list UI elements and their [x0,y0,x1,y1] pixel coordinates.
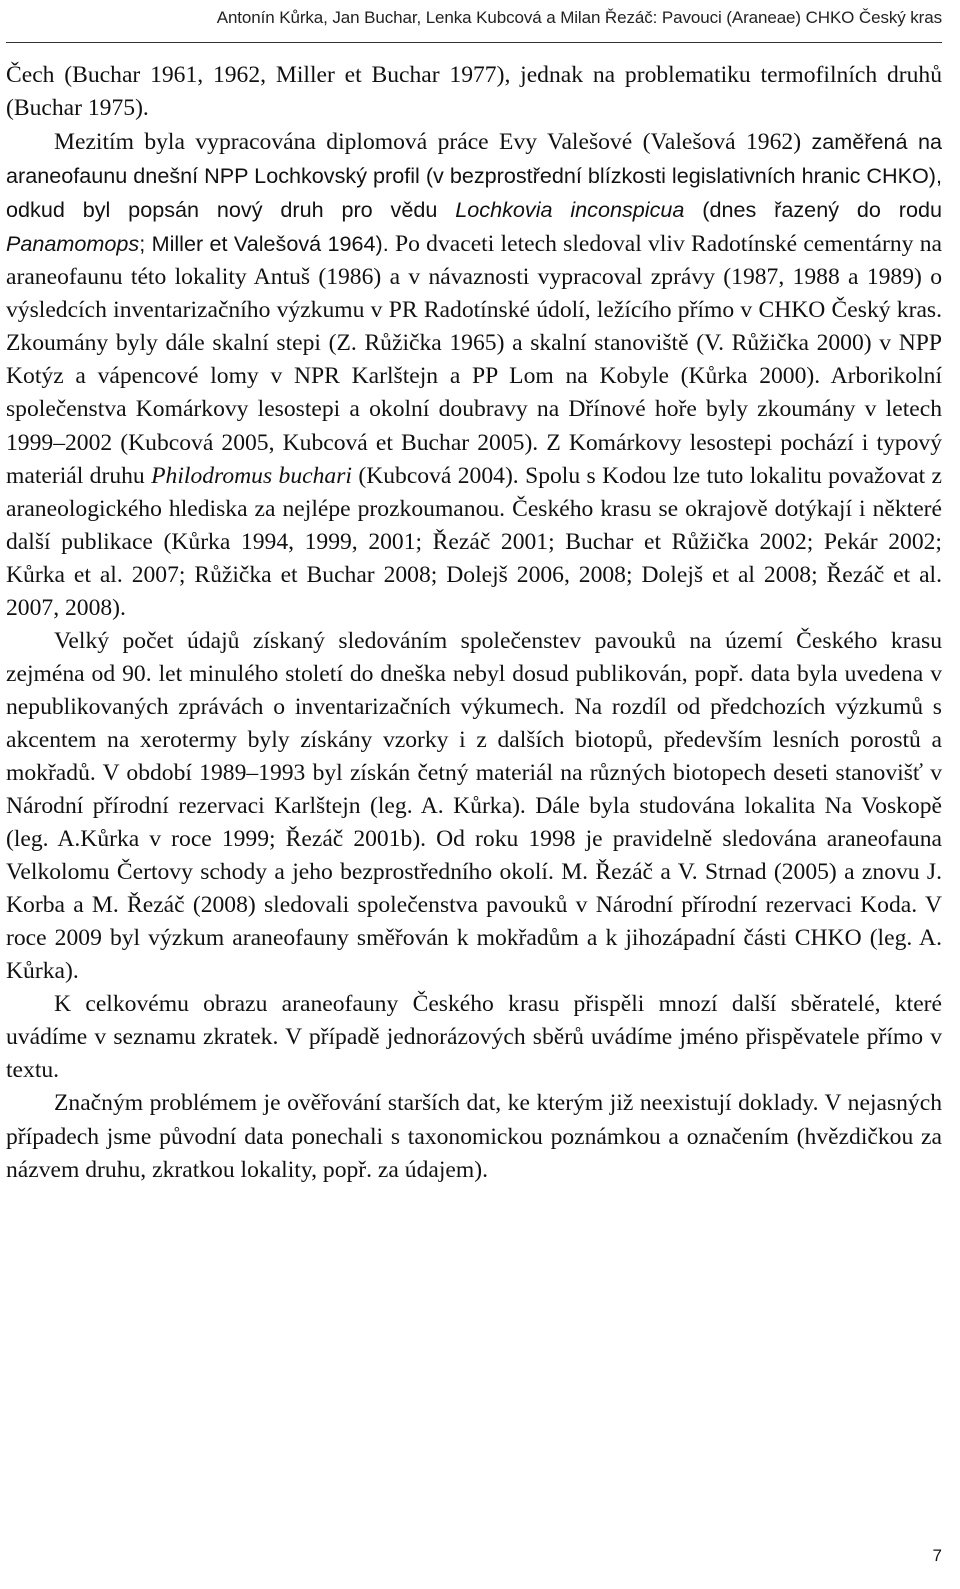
paragraph-2-text-c: (dnes řazený do rodu [684,197,942,223]
species-name-lochkovia: Lochkovia inconspicua [455,197,685,223]
paragraph-4 [6,988,942,1087]
paragraph-2-text-f: (Kubcová 2004). Spolu s Kodou lze tuto lokalitu považovat z araneologického hlediska za nejlépe prozkoumanou. Českého krasu se okrajově dotýkají i některé další publikace (Kůrka 1994, 1999, 2001; Řezáč 2001; Buchar et Růžička 2002; Pekár 2002; Kůrka et al. 2007; Růžička et Buchar 2008; Dolejš 2006, 2008; Dolejš et al 2008; Řezáč et al. 2007, 2008). [6,462,943,621]
paragraph-1-text: Čech (Buchar 1961, 1962, Miller et Buchar 1977), jednak na problematiku termofilních druhů (Buchar 1975). [6,62,942,122]
header-divider [6,42,942,43]
paragraph-2-text-a: Mezitím byla vypracována diplomová práce Evy Valešové (Valešová 1962) [54,129,812,156]
paragraph-3-text: Velký počet údajů získaný sledováním společenstev pavouků na území Českého krasu zejména od 90. let minulého století do dneška nebyl dosud publikován, popř. data byla uvedena v nepublikovaných zprávách o inventarizačních výkumech. Na rozdíl od předchozích výzkumů s akcentem na xerotermy byly získány vzorky i z dalších biotopů, především lesních porostů a mokřadů. V období 1989–1993 byl získán četný materiál na různých biotopech deseti stanovišť v Národní přírodní rezervaci Karlštejn (leg. A. Kůrka). Dále byla studována lokalita Na Voskopě (leg. A.Kůrka v roce 1999; Řezáč 2001b). Od roku 1998 je pravidelně sledována araneofauna Velkolomu Čertovy schody a jeho bezprostředního okolí. M. Řezáč a V. Strnad (2005) a znovu J. Korba a M. Řezáč (2008) sledovali společenstva pavouků v Národní přírodní rezervaci Koda. V roce 2009 byl výzkum araneofauny směřován k mokřadům a k jihozápadní části CHKO (leg. A. Kůrka). [6,627,942,985]
paragraph-2 [6,125,942,625]
page-number: 7 [932,1546,942,1565]
paragraph-5-text: Značným problémem je ověřování starších dat, ke kterým již neexistují doklady. V nejasných případech jsme původní data ponechali s taxonomickou poznámkou a označením (hvězdičkou za názvem druhu, zkratkou lokality, popř. za údajem). [6,1090,942,1183]
paragraph-2-text-b: zaměřená na araneofaunu dnešní NPP Lochkovský profil (v bezprostřední blízkosti legislativních hranic CHKO), odkud byl popsán nový druh pro vědu [6,129,942,223]
genus-name-panamomops: Panamomops [6,231,140,257]
paragraph-3 [6,625,942,989]
body-text [6,59,942,1187]
paragraph-4-text: K celkovému obrazu araneofauny Českého krasu přispěli mnozí další sběratelé, které uvádíme v seznamu zkratek. V případě jednorázových sběrů uvádíme jméno přispěvatele přímo v textu. [6,991,942,1084]
species-name-philodromus: Philodromus buchari [151,462,352,489]
paragraph-2-text-e: Po dvaceti letech sledoval vliv Radotínské cementárny na araneofaunu této lokality Antuš (1986) a v návaznosti vypracoval zprávy (1987, 1988 a 1989) o výsledcích inventarizačního výzkumu v PR Radotínské údolí, ležícího přímo v CHKO Český kras. Zkoumány byly dále skalní stepi (Z. Růžička 1965) a skalní stanoviště (V. Růžička 2000) v NPP Kotýz a vápencové lomy v NPR Karlštejn a PP Lom na Kobyle (Kůrka 2000). Arborikolní společenstva Komárkovy lesostepi a okolní doubravy na Dřínové hoře byly zkoumány v letech 1999–2002 (Kubcová 2005, Kubcová et Buchar 2005). Z Komárkovy lesostepi pochází i typový materiál druhu [6,231,942,489]
paragraph-5 [6,1087,942,1186]
paragraph-1 [6,59,942,125]
paragraph-2-text-d: ; Miller et Valešová 1964). [139,231,389,257]
running-header: Antonín Kůrka, Jan Buchar, Lenka Kubcová a Milan Řezáč: Pavouci (Araneae) CHKO Český kras [216,8,942,27]
